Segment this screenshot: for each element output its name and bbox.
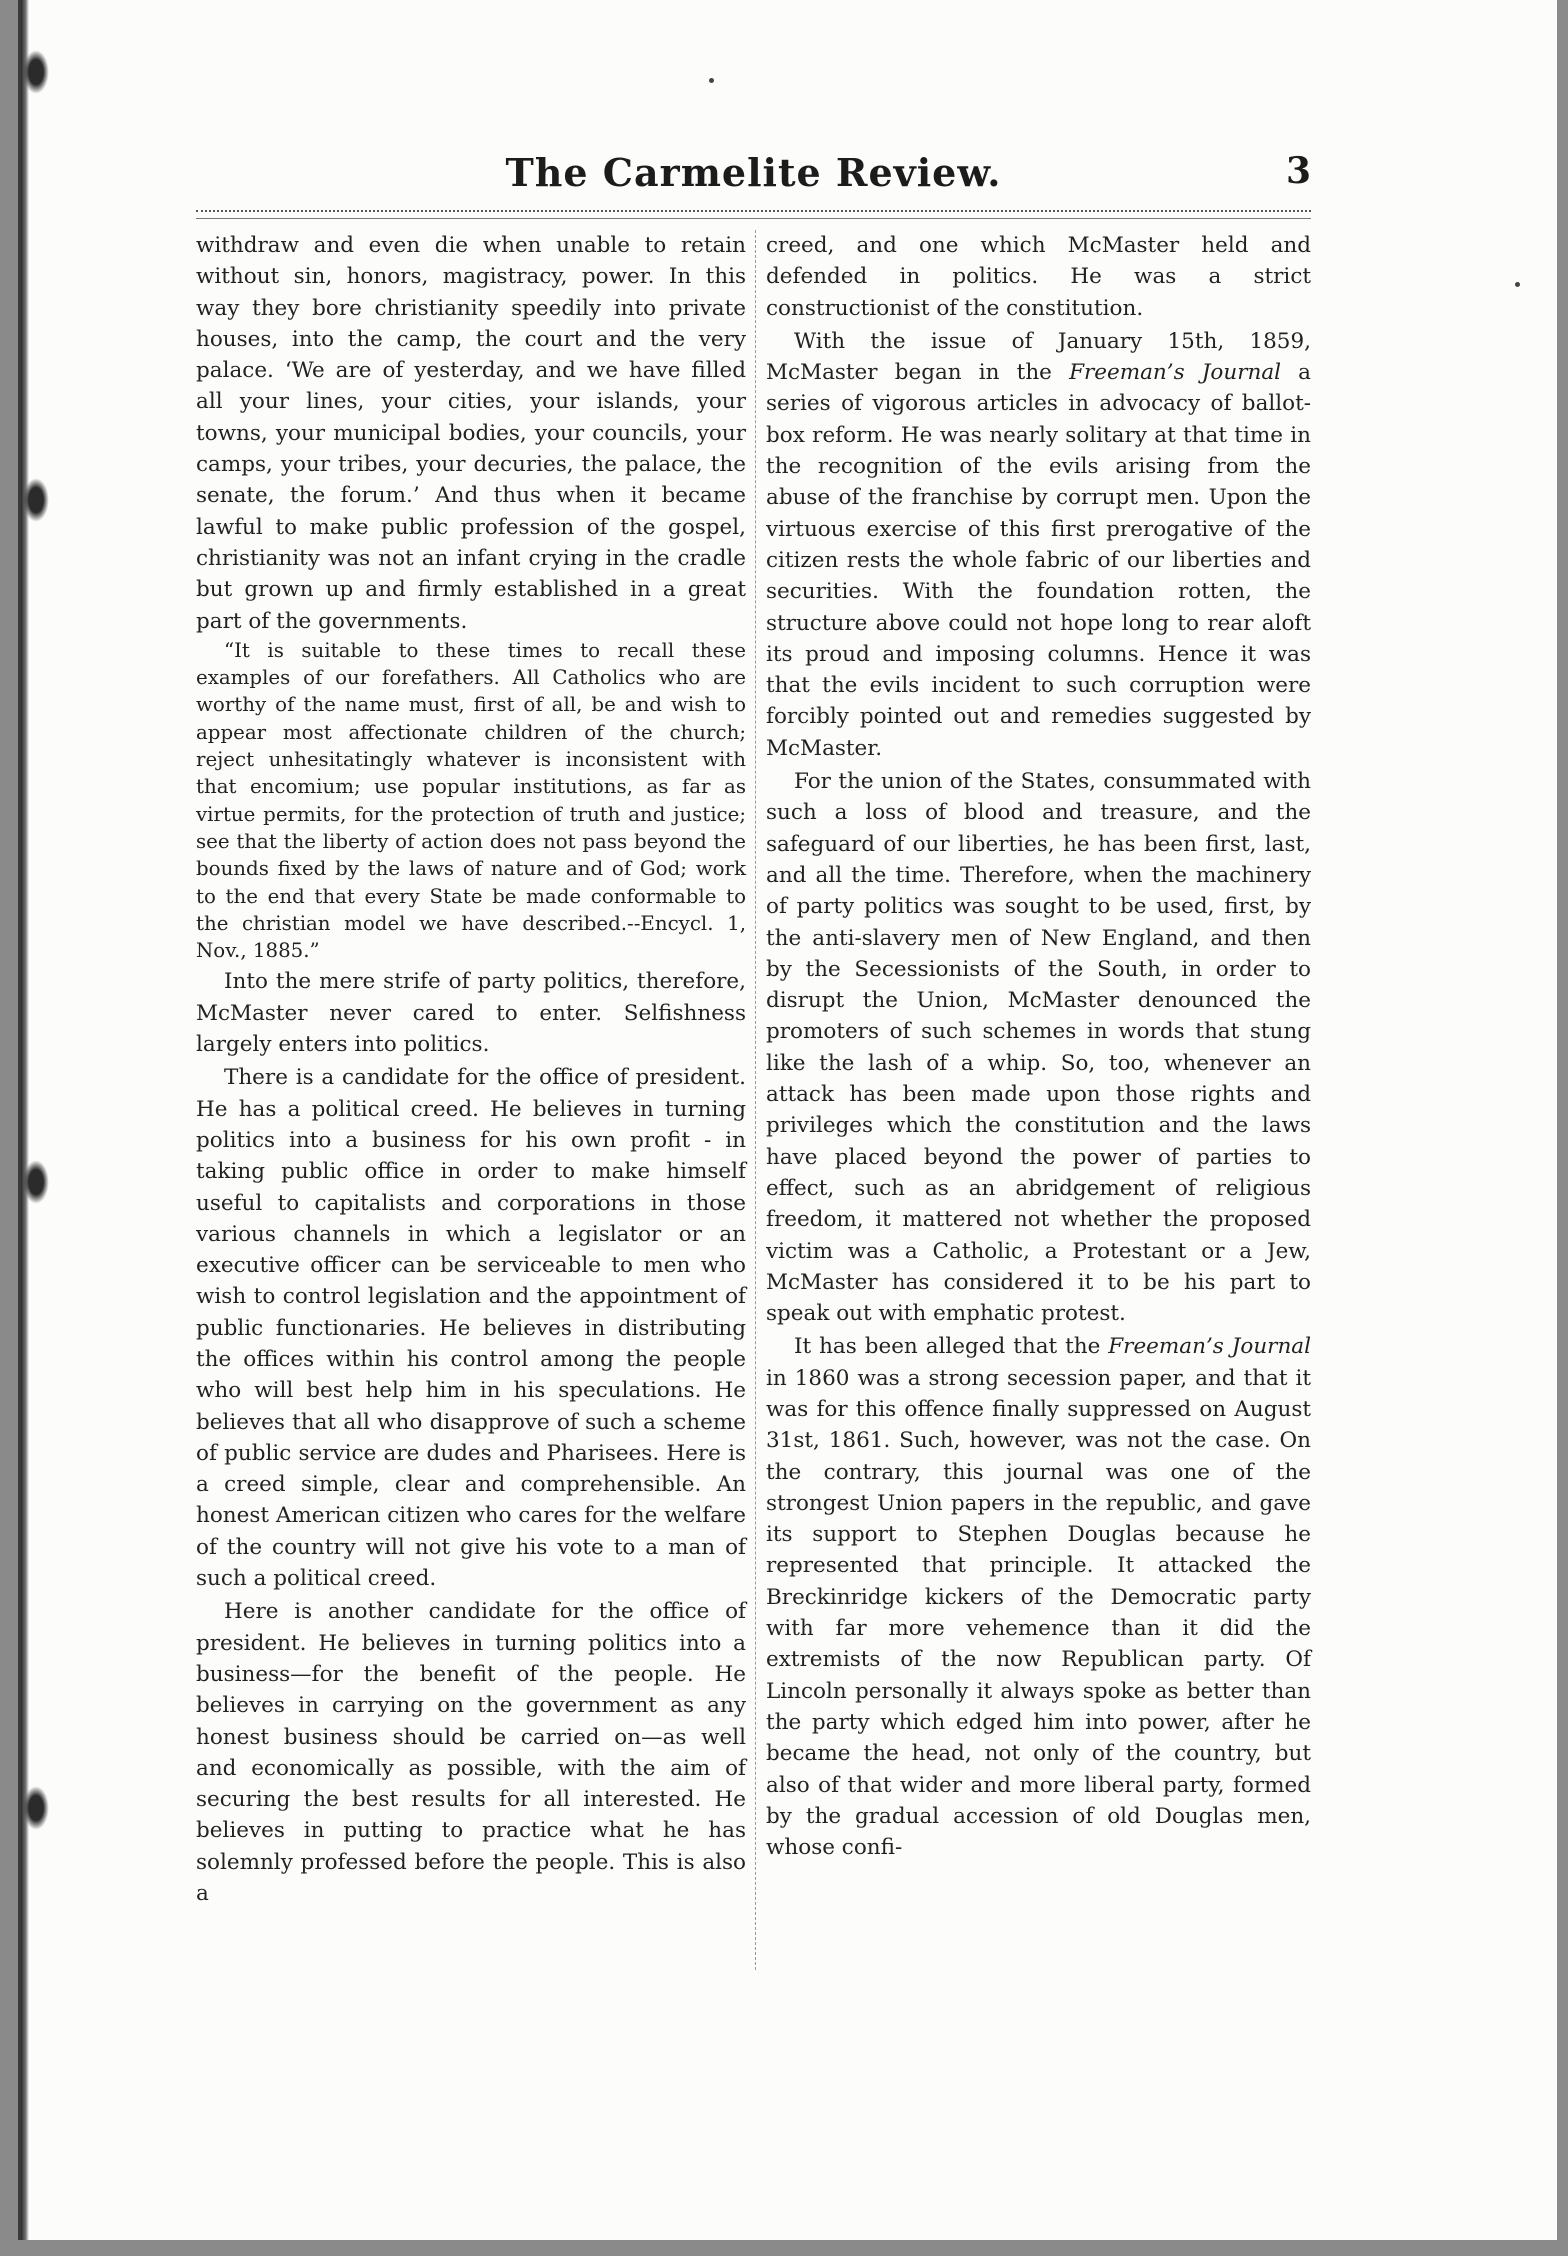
page bbox=[18, 0, 1557, 2240]
text-run: It has been alleged that the bbox=[794, 1334, 1109, 1360]
paragraph: There is a candidate for the office of president. He has a political creed. He believes in turning politics into a business for his own profit - in taking public office in order to make himself useful to capitalists and corporations in those various channels in which a legislator or an executive officer can be serviceable to men who wish to control legislation and the appointment of public functionaries. He believes in distributing the offices within his control among the people who will best help him in his speculations. He believes that all who disapprove of such a scheme of public service are dudes and Pharisees. Here is a creed simple, clear and comprehensible. An honest American citizen who cares for the welfare of the country will not give his vote to a man of such a political creed. bbox=[196, 1065, 746, 1592]
binding-edge bbox=[21, 0, 29, 2240]
page-number: 3 bbox=[1285, 150, 1311, 192]
header-rule-dotted bbox=[196, 210, 1311, 212]
running-title: The Carmelite Review. bbox=[505, 150, 1002, 195]
paragraph bbox=[766, 1331, 1311, 1863]
text-run: in 1860 was a strong secession paper, and that it was for this offence finally suppressed on August 31st, 1861. Such, however, was not the case. On the contrary, this journal was one of the strongest Union papers in the republic, and gave its support to Stephen Douglas because he represented that principle. It attacked the Breckinridge kickers of the Democratic party with far more vehemence than it did the extremists of the now Republican party. Of Lincoln personally it always spoke as better than the party which edged him into power, after he became the head, not only of the country, but also of that wider and more liberal party, formed by the gradual accession of old Douglas men, whose confi- bbox=[766, 1365, 1311, 1861]
left-column bbox=[196, 230, 746, 1909]
ink-speck bbox=[1515, 282, 1520, 287]
paragraph: Into the mere strife of party politics, therefore, McMaster never cared to enter. Selfishness largely enters into politics. bbox=[196, 969, 746, 1058]
column-divider bbox=[755, 230, 756, 1970]
paragraph: withdraw and even die when unable to retain without sin, honors, magistracy, power. In this way they bore christianity speedily into private houses, into the camp, the court and the very palace. ‘We are of yesterday, and we have filled all your lines, your cities, your islands, your towns, your municipal bodies, your councils, your camps, your tribes, your decuries, the palace, the senate, the forum.’ And thus when it became lawful to make public profession of the gospel, christianity was not an infant crying in the cradle but grown up and firmly established in a great part of the governments. bbox=[196, 233, 746, 634]
binding-hole bbox=[23, 1786, 49, 1830]
ink-speck bbox=[709, 78, 714, 83]
text-run: With the issue of January 15th, 1859, McMaster began in the bbox=[766, 328, 1311, 386]
quote-paragraph: “It is suitable to these times to recall these examples of our forefathers. All Catholics who are worthy of the name must, first of all, be and wish to appear most affectionate children of the church; reject unhesitatingly whatever is inconsistent with that encomium; use popular institutions, as far as virtue permits, for the protection of truth and justice; see that the liberty of action does not pass beyond the bounds fixed by the laws of nature and of God; work to the end that every State be made conformable to the christian model we have described.--Encycl. 1, Nov., 1885.” bbox=[196, 638, 746, 963]
journal-title: Freeman’s Journal bbox=[1069, 360, 1282, 386]
page-header bbox=[196, 150, 1311, 210]
text-run: a series of vigorous articles in advocacy of ballot-box reform. He was nearly solitary at that time in the recognition of the evils arising from the abuse of the franchise by corrupt men. Upon the virtuous exercise of this first prerogative of the citizen rests the whole fabric of our liberties and securities. With the foundation rotten, the structure above could not hope long to rear aloft its proud and imposing columns. Hence it was that the evils incident to such corruption were forcibly pointed out and remedies suggested by McMaster. bbox=[766, 360, 1311, 761]
binding-hole bbox=[23, 50, 49, 94]
paragraph: For the union of the States, consummated with such a loss of blood and treasure, and the safeguard of our liberties, he has been first, last, and all the time. Therefore, when the machinery of party politics was sought to be used, first, by the anti-slavery men of New England, and then by the Secessionists of the South, in order to disrupt the Union, McMaster denounced the promoters of such schemes in words that stung like the lash of a whip. So, too, whenever an attack has been made upon those rights and privileges which the constitution and the laws have placed beyond the power of parties to effect, such as an abridgement of religious freedom, it mattered not whether the proposed victim was a Catholic, a Protestant or a Jew, McMaster has considered it to be his part to speak out with emphatic protest. bbox=[766, 769, 1311, 1327]
right-column bbox=[766, 230, 1311, 1863]
header-rule bbox=[196, 218, 1311, 219]
journal-title: Freeman’s Journal bbox=[1108, 1334, 1311, 1360]
paragraph: creed, and one which McMaster held and defended in politics. He was a strict constructionist of the constitution. bbox=[766, 233, 1311, 321]
binding-hole bbox=[23, 478, 49, 522]
paragraph bbox=[766, 326, 1311, 764]
paragraph: Here is another candidate for the office of president. He believes in turning politics into a business—for the benefit of the people. He believes in carrying on the government as any honest business should be carried on—as well and economically as possible, with the aim of securing the best results for all interested. He believes in putting to practice what he has solemnly professed before the people. This is also a bbox=[196, 1599, 746, 1907]
binding-hole bbox=[23, 1160, 49, 1204]
